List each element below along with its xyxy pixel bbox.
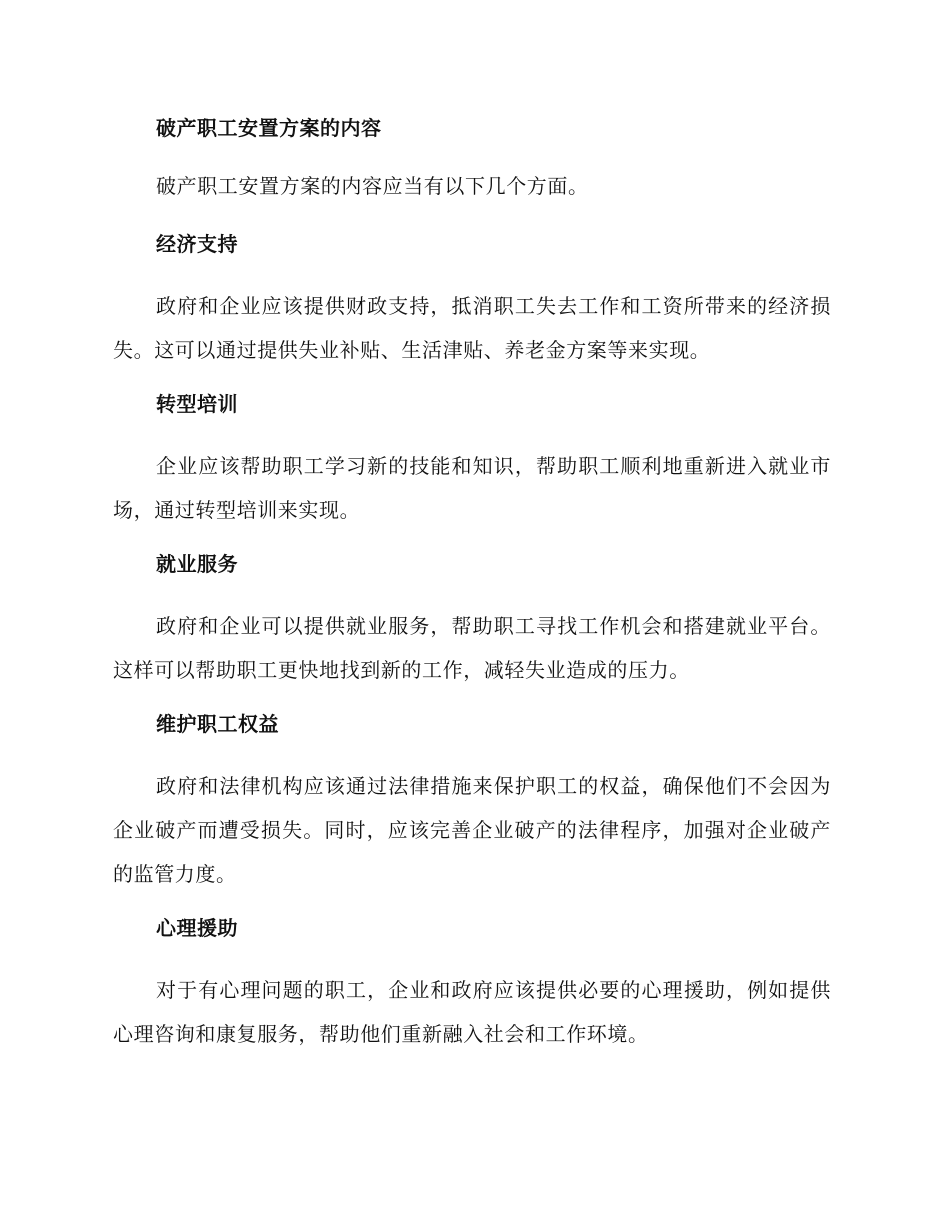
section-body-economic-support: 政府和企业应该提供财政支持，抵消职工失去工作和工资所带来的经济损失。这可以通过提供失业补贴、生活津贴、养老金方案等来实现。 bbox=[113, 294, 831, 362]
document-title: 破产职工安置方案的内容 bbox=[156, 116, 382, 140]
section-heading-employment-services: 就业服务 bbox=[156, 552, 238, 576]
intro-paragraph: 破产职工安置方案的内容应当有以下几个方面。 bbox=[156, 174, 589, 198]
section-body-transition-training: 企业应该帮助职工学习新的技能和知识，帮助职工顺利地重新进入就业市场，通过转型培训来实现。 bbox=[113, 454, 831, 522]
section-heading-transition-training: 转型培训 bbox=[156, 392, 238, 416]
section-body-psychological-aid: 对于有心理问题的职工，企业和政府应该提供必要的心理援助，例如提供心理咨询和康复服务，帮助他们重新融入社会和工作环境。 bbox=[113, 978, 831, 1046]
document-page bbox=[113, 110, 831, 1070]
section-body-employment-services: 政府和企业可以提供就业服务，帮助职工寻找工作机会和搭建就业平台。这样可以帮助职工更快地找到新的工作，减轻失业造成的压力。 bbox=[113, 614, 831, 682]
section-heading-psychological-aid: 心理援助 bbox=[156, 916, 238, 940]
section-heading-economic-support: 经济支持 bbox=[156, 232, 238, 256]
section-heading-worker-rights: 维护职工权益 bbox=[156, 712, 279, 736]
section-body-worker-rights: 政府和法律机构应该通过法律措施来保护职工的权益，确保他们不会因为企业破产而遭受损失。同时，应该完善企业破产的法律程序，加强对企业破产的监管力度。 bbox=[113, 774, 831, 886]
